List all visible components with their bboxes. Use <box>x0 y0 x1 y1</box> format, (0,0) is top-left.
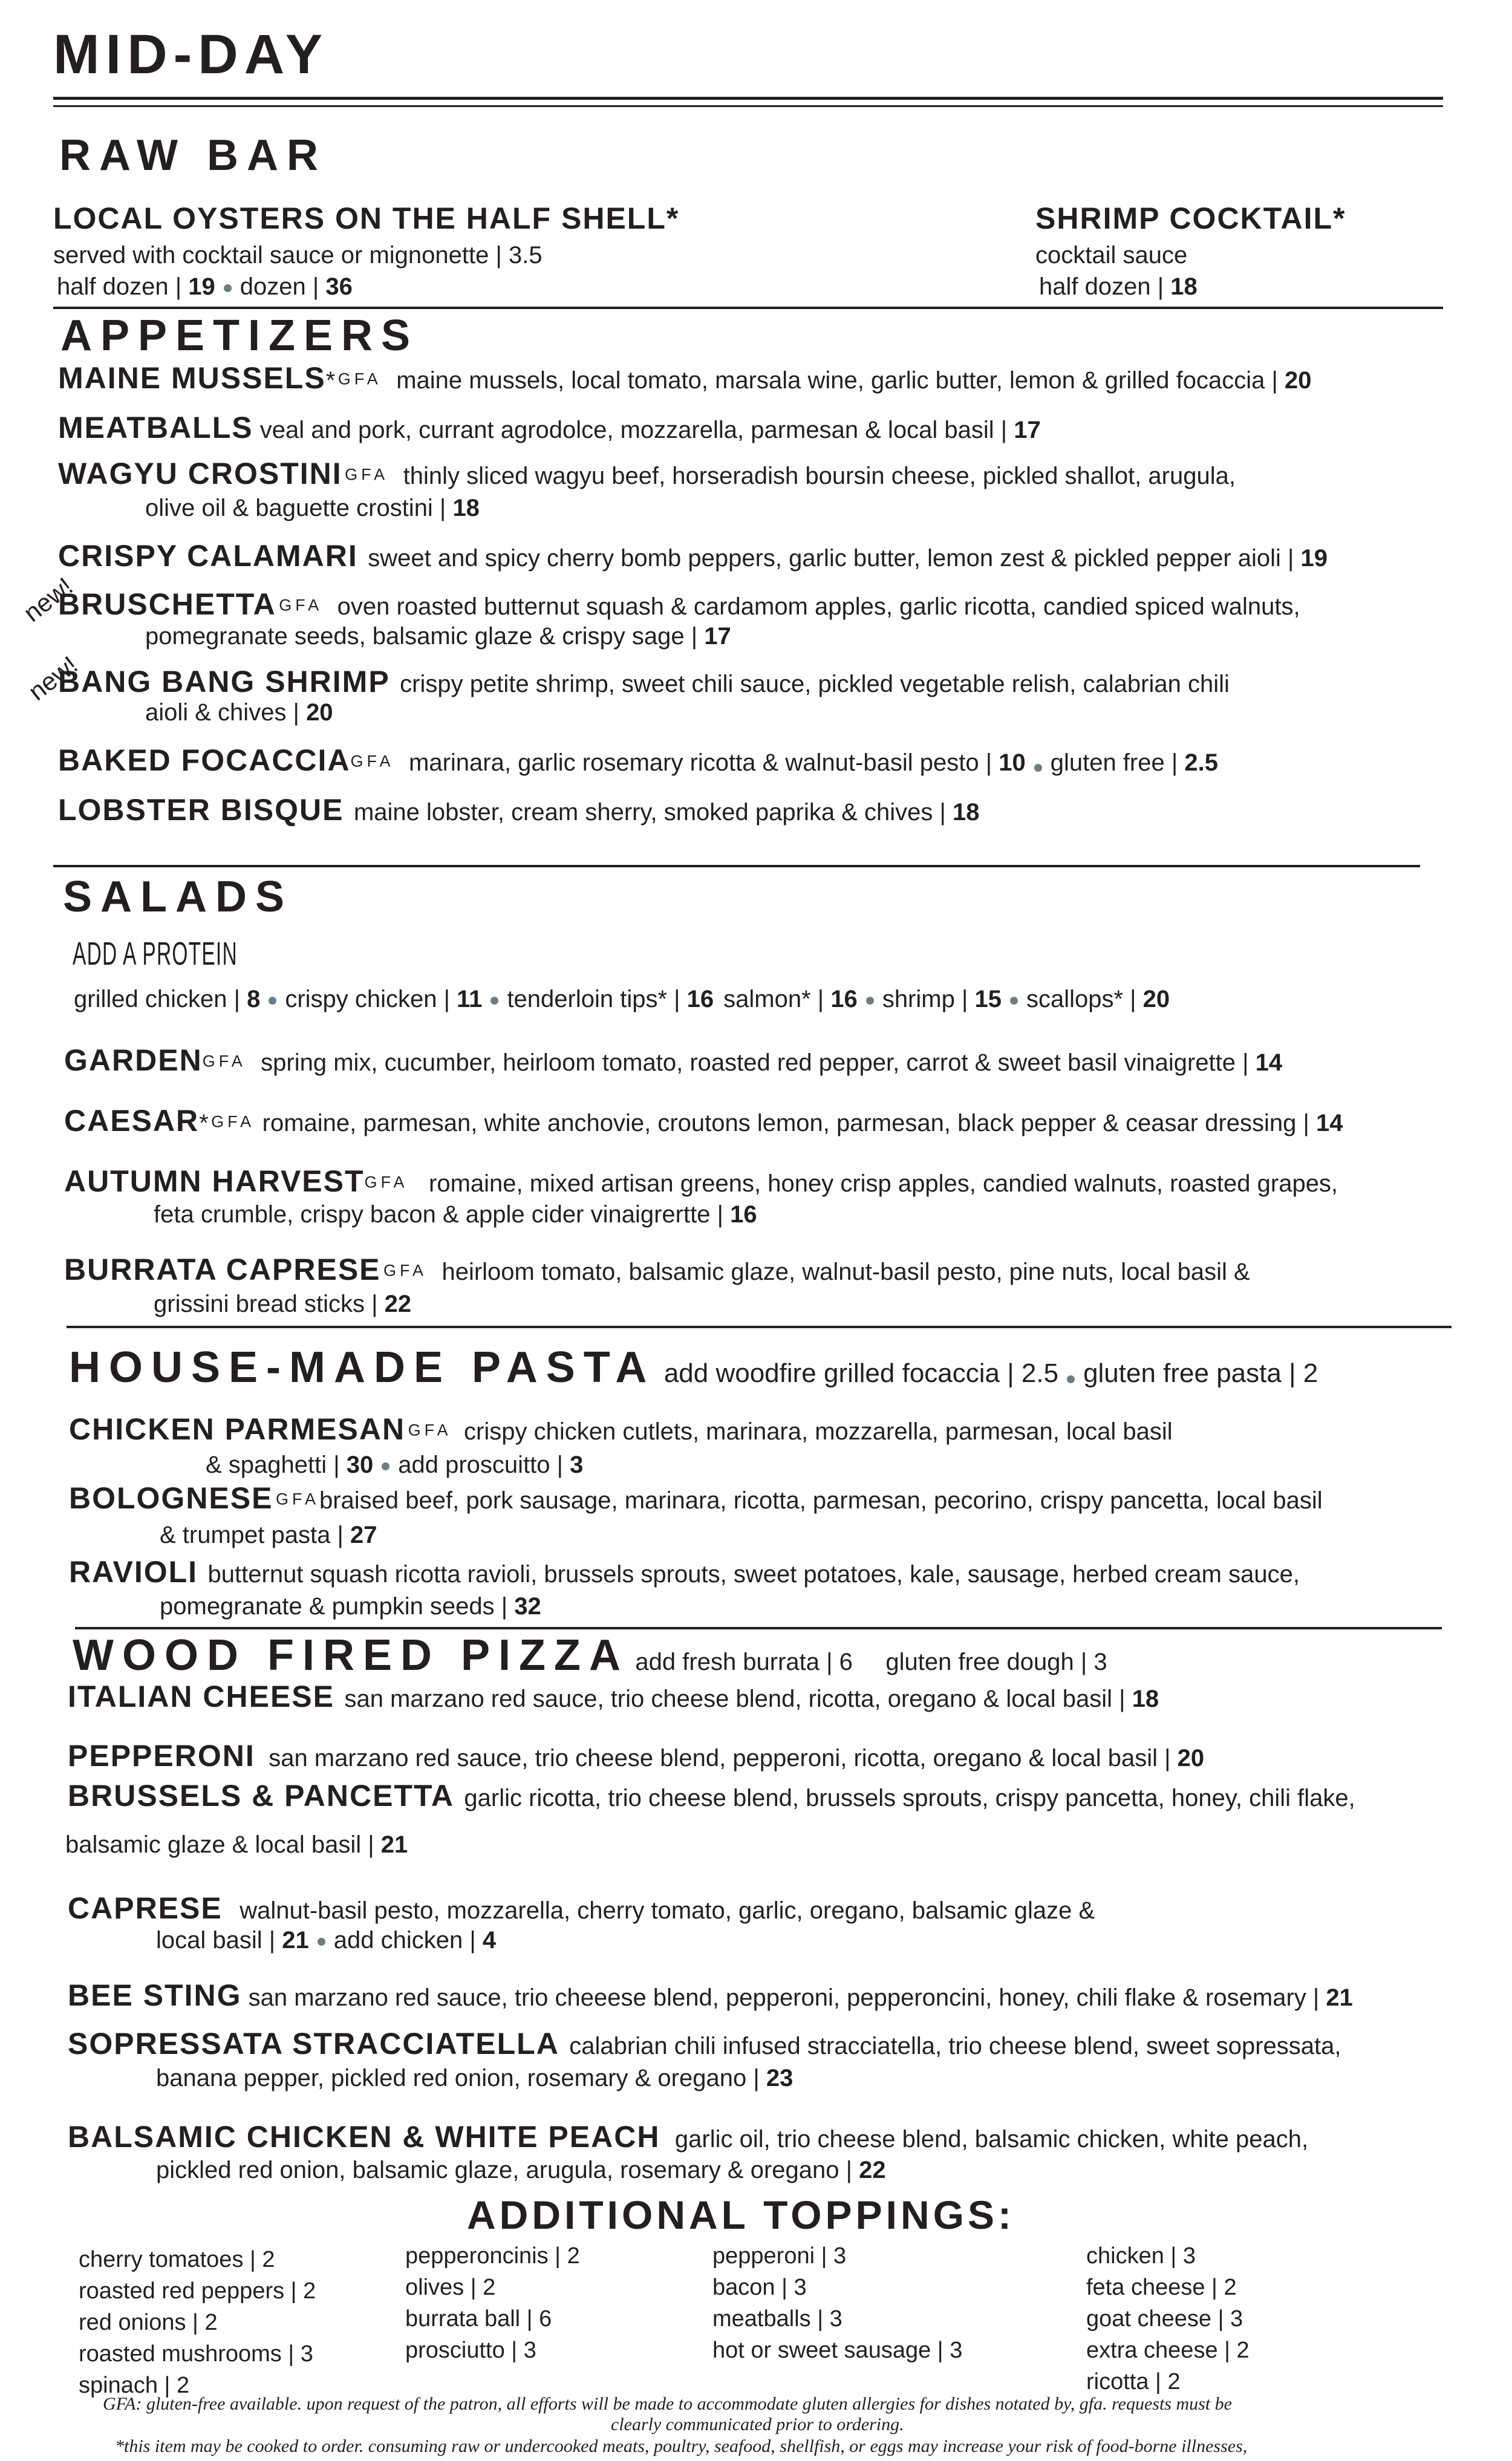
menu-item-garden <box>64 1043 1282 1078</box>
separator-dot <box>318 1938 325 1946</box>
parm-desc2: & spaghetti | <box>206 1452 347 1478</box>
menu-item-meatballs <box>58 410 1041 445</box>
oysters-desc: served with cocktail sauce or mignonette | 3.5 <box>53 242 543 269</box>
wagyu-desc2: olive oil & baguette crostini | <box>145 495 453 521</box>
topping-item: pepperoncinis | 2 <box>405 2243 580 2269</box>
menu-item-italian-cheese <box>68 1679 1159 1714</box>
new-badge-bang-bang: new! <box>23 650 83 706</box>
autumn-desc-line1: romaine, mixed artisan greens, honey crisp apples, candied walnuts, roasted grapes, <box>429 1170 1338 1197</box>
protein-crispy-chicken-price: 11 <box>457 986 483 1012</box>
bee-sting-price: 21 <box>1326 1984 1353 2011</box>
burrata-gfa: GFA <box>383 1261 427 1280</box>
pasta-addon-gf: gluten free pasta | 2 <box>1083 1358 1318 1388</box>
calamari-desc: sweet and spicy cherry bomb peppers, garlic butter, lemon zest & pickled pepper aioli | <box>368 545 1301 572</box>
focaccia-desc: marinara, garlic rosemary ricotta & walnut-basil pesto | <box>409 749 999 776</box>
bolognese-gfa: GFA <box>275 1490 319 1508</box>
oysters-half-label: half dozen | <box>57 273 189 300</box>
title-rule-top <box>53 97 1443 100</box>
protein-tenderloin: tenderloin tips* | <box>507 986 687 1012</box>
oysters-dozen-label: dozen | <box>240 273 326 300</box>
bolognese-desc-line1: braised beef, pork sausage, marinara, ricotta, parmesan, pecorino, crispy pancetta, local basil <box>319 1487 1323 1514</box>
protein-shrimp-price: 15 <box>974 986 1002 1012</box>
meatballs-name: MEATBALLS <box>58 411 253 445</box>
italian-cheese-name: ITALIAN CHEESE <box>68 1680 334 1713</box>
menu-item-sopressata <box>68 2026 1341 2061</box>
burrata-price: 22 <box>384 1291 412 1317</box>
pizza-addon-gf-dough: gluten free dough | 3 <box>885 1649 1107 1675</box>
mussels-gfa: GFA <box>337 370 382 388</box>
pasta-addon-focaccia: add woodfire grilled focaccia | 2.5 <box>663 1358 1059 1388</box>
bisque-desc: maine lobster, cream sherry, smoked paprika & chives | <box>353 799 953 826</box>
menu-item-brussels-pancetta <box>68 1778 1355 1813</box>
mussels-star: * <box>325 367 336 394</box>
meatballs-price: 17 <box>1014 417 1041 443</box>
wagyu-price: 18 <box>452 495 480 521</box>
protein-list <box>74 986 1170 1013</box>
ravioli-desc-line1: butternut squash ricotta ravioli, brussels sprouts, sweet potatoes, kale, sausage, herbed cream sauce, <box>207 1561 1300 1588</box>
burrata-desc-line1: heirloom tomato, balsamic glaze, walnut-basil pesto, pine nuts, local basil & <box>442 1259 1250 1285</box>
protein-grilled-chicken-price: 8 <box>247 986 261 1012</box>
protein-scallops: scallops* | <box>1026 986 1143 1012</box>
menu-item-ravioli <box>69 1554 1300 1589</box>
menu-item-pepperoni <box>68 1738 1204 1773</box>
menu-item-wagyu <box>58 456 1236 491</box>
menu-item-focaccia <box>58 743 1218 778</box>
protein-tenderloin-price: 16 <box>686 986 714 1012</box>
garden-name: GARDEN <box>64 1043 203 1077</box>
toppings-column-4 <box>1086 2240 1250 2397</box>
garden-price: 14 <box>1255 1049 1283 1076</box>
mussels-name: MAINE MUSSELS <box>58 361 326 395</box>
oysters-half-price: 19 <box>188 273 215 300</box>
ravioli-desc2: pomegranate & pumpkin seeds | <box>160 1593 515 1620</box>
bang-bang-desc2: aioli & chives | <box>145 699 307 726</box>
bolognese-desc2: & trumpet pasta | <box>160 1522 350 1548</box>
topping-item: meatballs | 3 <box>712 2306 842 2332</box>
pizza-addon-burrata: add fresh burrata | 6 <box>635 1649 853 1675</box>
italian-cheese-price: 18 <box>1132 1686 1159 1712</box>
bisque-price: 18 <box>952 799 980 826</box>
title-rule-bottom <box>53 105 1443 107</box>
pepperoni-name: PEPPERONI <box>68 1739 255 1773</box>
parm-desc-line2 <box>206 1452 583 1479</box>
brussels-desc-line1: garlic ricotta, trio cheese blend, brussels sprouts, crispy pancetta, honey, chili flake, <box>464 1785 1355 1811</box>
pizza-heading-row <box>73 1631 1107 1680</box>
protein-scallops-price: 20 <box>1142 986 1170 1012</box>
salads-heading: SALADS <box>63 873 293 921</box>
separator-dot <box>1034 764 1042 772</box>
separator-dot <box>224 284 232 292</box>
shrimp-cocktail-price <box>1039 273 1198 301</box>
bolognese-price: 27 <box>350 1522 377 1548</box>
autumn-price: 16 <box>730 1201 757 1228</box>
separator-dot <box>382 1462 389 1470</box>
garden-desc: spring mix, cucumber, heirloom tomato, roasted red pepper, carrot & sweet basil vinaigrette | <box>261 1049 1256 1076</box>
appetizers-heading: APPETIZERS <box>60 311 419 360</box>
focaccia-price: 10 <box>999 749 1026 776</box>
topping-item: goat cheese | 3 <box>1086 2306 1243 2332</box>
brussels-desc-line2 <box>65 1831 408 1859</box>
autumn-desc2: feta crumble, crispy bacon & apple cider vinaigrertte | <box>154 1201 731 1228</box>
bruschetta-price: 17 <box>704 623 731 650</box>
calamari-price: 19 <box>1300 545 1328 572</box>
gfa-note-line2: clearly communicated prior to ordering. <box>611 2414 904 2434</box>
menu-item-burrata-caprese <box>64 1252 1250 1287</box>
sopressata-name: SOPRESSATA STRACCIATELLA <box>68 2027 559 2061</box>
bee-sting-name: BEE STING <box>68 1978 242 2012</box>
caprese-name: CAPRESE <box>68 1891 223 1925</box>
burrata-desc2: grissini bread sticks | <box>154 1291 385 1317</box>
parm-add-price: 3 <box>570 1452 584 1478</box>
calamari-name: CRISPY CALAMARI <box>58 539 358 573</box>
oysters-name: LOCAL OYSTERS ON THE HALF SHELL* <box>53 201 680 235</box>
menu-item-caprese <box>68 1891 1095 1926</box>
pasta-heading: HOUSE-MADE PASTA <box>69 1343 656 1392</box>
bolognese-desc-line2 <box>160 1522 377 1549</box>
meatballs-desc: veal and pork, currant agrodolce, mozzarella, parmesan & local basil | <box>253 417 1014 443</box>
garden-gfa: GFA <box>202 1052 246 1071</box>
focaccia-gf-label: gluten free | <box>1050 749 1185 776</box>
raw-bar-rule <box>53 307 1443 309</box>
new-badge-bruschetta: new! <box>18 572 78 628</box>
topping-item: pepperoni | 3 <box>712 2243 847 2269</box>
shrimp-cocktail-desc: cocktail sauce <box>1035 242 1188 269</box>
focaccia-gfa: GFA <box>350 752 394 771</box>
separator-dot <box>269 997 276 1005</box>
protein-shrimp: shrimp | <box>882 986 975 1012</box>
separator-dot <box>1010 997 1018 1005</box>
shrimp-half-label: half dozen | <box>1039 273 1171 300</box>
autumn-name: AUTUMN HARVEST <box>64 1164 365 1198</box>
topping-item: burrata ball | 6 <box>405 2306 552 2332</box>
toppings-heading: ADDITIONAL TOPPINGS: <box>467 2192 1015 2237</box>
focaccia-name: BAKED FOCACCIA <box>58 743 351 777</box>
ravioli-desc-line2 <box>160 1593 541 1620</box>
menu-item-caesar <box>64 1103 1343 1138</box>
sopressata-desc2: banana pepper, pickled red onion, rosemary & oregano | <box>156 2065 766 2091</box>
wagyu-gfa: GFA <box>345 465 389 484</box>
balsamic-chicken-price: 22 <box>859 2157 886 2183</box>
bruschetta-name: BRUSCHETTA <box>58 587 276 621</box>
pizza-heading: WOOD FIRED PIZZA <box>73 1631 629 1680</box>
wagyu-desc-line2 <box>145 495 480 522</box>
menu-item-bang-bang-shrimp <box>58 664 1230 699</box>
caprese-price: 21 <box>282 1927 309 1954</box>
menu-item-bolognese <box>69 1481 1323 1516</box>
balsamic-chicken-desc-line1: garlic oil, trio cheese blend, balsamic chicken, white peach, <box>674 2126 1309 2153</box>
bang-bang-desc-line2 <box>145 699 333 726</box>
protein-grilled-chicken: grilled chicken | <box>74 986 247 1012</box>
autumn-gfa: GFA <box>364 1173 408 1191</box>
wagyu-name: WAGYU CROSTINI <box>58 457 342 491</box>
appetizers-rule <box>53 865 1420 867</box>
parm-price: 30 <box>346 1452 374 1478</box>
protein-crispy-chicken: crispy chicken | <box>285 986 457 1012</box>
caprese-desc2: local basil | <box>156 1927 282 1954</box>
topping-item: chicken | 3 <box>1086 2243 1196 2269</box>
bee-sting-desc: san marzano red sauce, trio cheeese blend, pepperoni, pepperoncini, honey, chili flake & rosemary | <box>241 1984 1326 2011</box>
topping-item: hot or sweet sausage | 3 <box>712 2338 963 2363</box>
parm-desc-line1: crispy chicken cutlets, marinara, mozzarella, parmesan, local basil <box>464 1418 1173 1445</box>
gfa-note-line1: GFA: gluten-free available. upon request of the patron, all efforts will be made to accommodate gluten allergies for dishes notated by, gfa. requests must be <box>103 2394 1232 2414</box>
sopressata-desc-line1: calabrian chili infused stracciatella, trio cheese blend, sweet sopressata, <box>569 2033 1341 2059</box>
sopressata-desc-line2 <box>156 2065 793 2092</box>
protein-salmon: salmon* | <box>723 986 831 1012</box>
caprese-add-price: 4 <box>482 1927 497 1954</box>
menu-item-balsamic-chicken <box>68 2119 1308 2154</box>
separator-dot <box>490 997 498 1005</box>
pasta-heading-row <box>69 1343 1318 1392</box>
topping-item: prosciutto | 3 <box>405 2338 536 2363</box>
caesar-gfa: GFA <box>211 1112 255 1131</box>
burrata-name: BURRATA CAPRESE <box>64 1253 381 1286</box>
brussels-name: BRUSSELS & PANCETTA <box>68 1779 454 1813</box>
oysters-prices <box>57 273 353 301</box>
toppings-column-3 <box>712 2240 962 2366</box>
caprese-desc-line1: walnut-basil pesto, mozzarella, cherry tomato, garlic, oregano, balsamic glaze & <box>240 1897 1095 1924</box>
menu-item-autumn-harvest <box>64 1164 1338 1199</box>
balsamic-chicken-desc-line2 <box>156 2157 886 2184</box>
focaccia-gf-price: 2.5 <box>1184 749 1218 776</box>
topping-item: roasted red peppers | 2 <box>79 2278 316 2304</box>
menu-item-bruschetta <box>58 587 1300 622</box>
topping-item: roasted mushrooms | 3 <box>79 2341 313 2367</box>
menu-item-calamari <box>58 538 1328 573</box>
bisque-name: LOBSTER BISQUE <box>58 793 344 827</box>
menu-item-lobster-bisque <box>58 792 979 827</box>
menu-item-chicken-parmesan <box>69 1412 1173 1447</box>
topping-item: feta cheese | 2 <box>1086 2275 1237 2300</box>
topping-item: red onions | 2 <box>79 2310 218 2335</box>
bruschetta-gfa: GFA <box>279 596 323 614</box>
sopressata-price: 23 <box>766 2065 793 2091</box>
separator-dot <box>1067 1375 1075 1383</box>
toppings-column-1 <box>79 2244 316 2401</box>
caesar-price: 14 <box>1316 1110 1343 1136</box>
bruschetta-desc2: pomegranate seeds, balsamic glaze & crispy sage | <box>145 623 705 650</box>
toppings-column-2 <box>405 2240 580 2366</box>
bolognese-name: BOLOGNESE <box>69 1481 273 1515</box>
bang-bang-desc-line1: crispy petite shrimp, sweet chili sauce, pickled vegetable relish, calabrian chili <box>400 671 1230 697</box>
brussels-desc2: balsamic glaze & local basil | <box>65 1831 381 1858</box>
caesar-star: * <box>199 1110 209 1136</box>
caesar-desc: romaine, parmesan, white anchovie, croutons lemon, parmesan, black pepper & ceasar dressing | <box>262 1110 1317 1136</box>
oysters-dozen-price: 36 <box>325 273 353 300</box>
topping-item: spinach | 2 <box>79 2373 190 2398</box>
pasta-rule <box>75 1627 1442 1629</box>
ravioli-price: 32 <box>514 1593 541 1620</box>
shrimp-half-price: 18 <box>1170 273 1198 300</box>
separator-dot <box>866 997 874 1005</box>
salads-rule <box>67 1326 1452 1328</box>
add-protein-heading: ADD A PROTEIN <box>73 936 238 972</box>
autumn-desc-line2 <box>154 1201 757 1228</box>
shrimp-cocktail-name: SHRIMP COCKTAIL* <box>1035 201 1346 235</box>
italian-cheese-desc: san marzano red sauce, trio cheese blend, ricotta, oregano & local basil | <box>344 1686 1132 1712</box>
pepperoni-price: 20 <box>1177 1745 1205 1772</box>
menu-item-bee-sting <box>68 1978 1353 2013</box>
burrata-desc-line2 <box>154 1291 411 1318</box>
balsamic-chicken-name: BALSAMIC CHICKEN & WHITE PEACH <box>68 2120 660 2154</box>
topping-item: ricotta | 2 <box>1086 2369 1181 2394</box>
raw-bar-heading: RAW BAR <box>59 131 327 180</box>
caprese-desc-line2 <box>156 1927 496 1954</box>
mussels-price: 20 <box>1285 367 1312 394</box>
balsamic-chicken-desc2: pickled red onion, balsamic glaze, arugula, rosemary & oregano | <box>156 2157 859 2183</box>
bang-bang-name: BANG BANG SHRIMP <box>58 665 390 699</box>
bruschetta-desc-line1: oven roasted butternut squash & cardamom apples, garlic ricotta, candied spiced walnuts, <box>337 593 1300 620</box>
ravioli-name: RAVIOLI <box>69 1555 198 1589</box>
topping-item: olives | 2 <box>405 2275 496 2300</box>
parm-add-label: add proscuitto | <box>398 1452 570 1478</box>
brussels-price: 21 <box>380 1831 408 1858</box>
page-title: MID-DAY <box>53 24 329 85</box>
wagyu-desc-line1: thinly sliced wagyu beef, horseradish boursin cheese, pickled shallot, arugula, <box>403 463 1236 489</box>
caprese-add-label: add chicken | <box>333 1927 483 1954</box>
caesar-name: CAESAR <box>64 1104 200 1138</box>
bang-bang-price: 20 <box>306 699 333 726</box>
topping-item: bacon | 3 <box>712 2275 807 2300</box>
raw-food-warning: *this item may be cooked to order. consuming raw or undercooked meats, poultry, seafood, shellfish, or eggs may increase your risk of food-borne illnesses, <box>115 2436 1248 2456</box>
menu-item-mussels <box>58 360 1312 396</box>
topping-item: extra cheese | 2 <box>1086 2338 1250 2363</box>
parm-name: CHICKEN PARMESAN <box>69 1412 406 1446</box>
pepperoni-desc: san marzano red sauce, trio cheese blend, pepperoni, ricotta, oregano & local basil | <box>269 1745 1178 1772</box>
mussels-desc: maine mussels, local tomato, marsala wine, garlic butter, lemon & grilled focaccia | <box>396 367 1285 394</box>
parm-gfa: GFA <box>408 1421 452 1439</box>
protein-salmon-price: 16 <box>830 986 858 1012</box>
topping-item: cherry tomatoes | 2 <box>79 2247 275 2272</box>
bruschetta-desc-line2 <box>145 623 731 650</box>
